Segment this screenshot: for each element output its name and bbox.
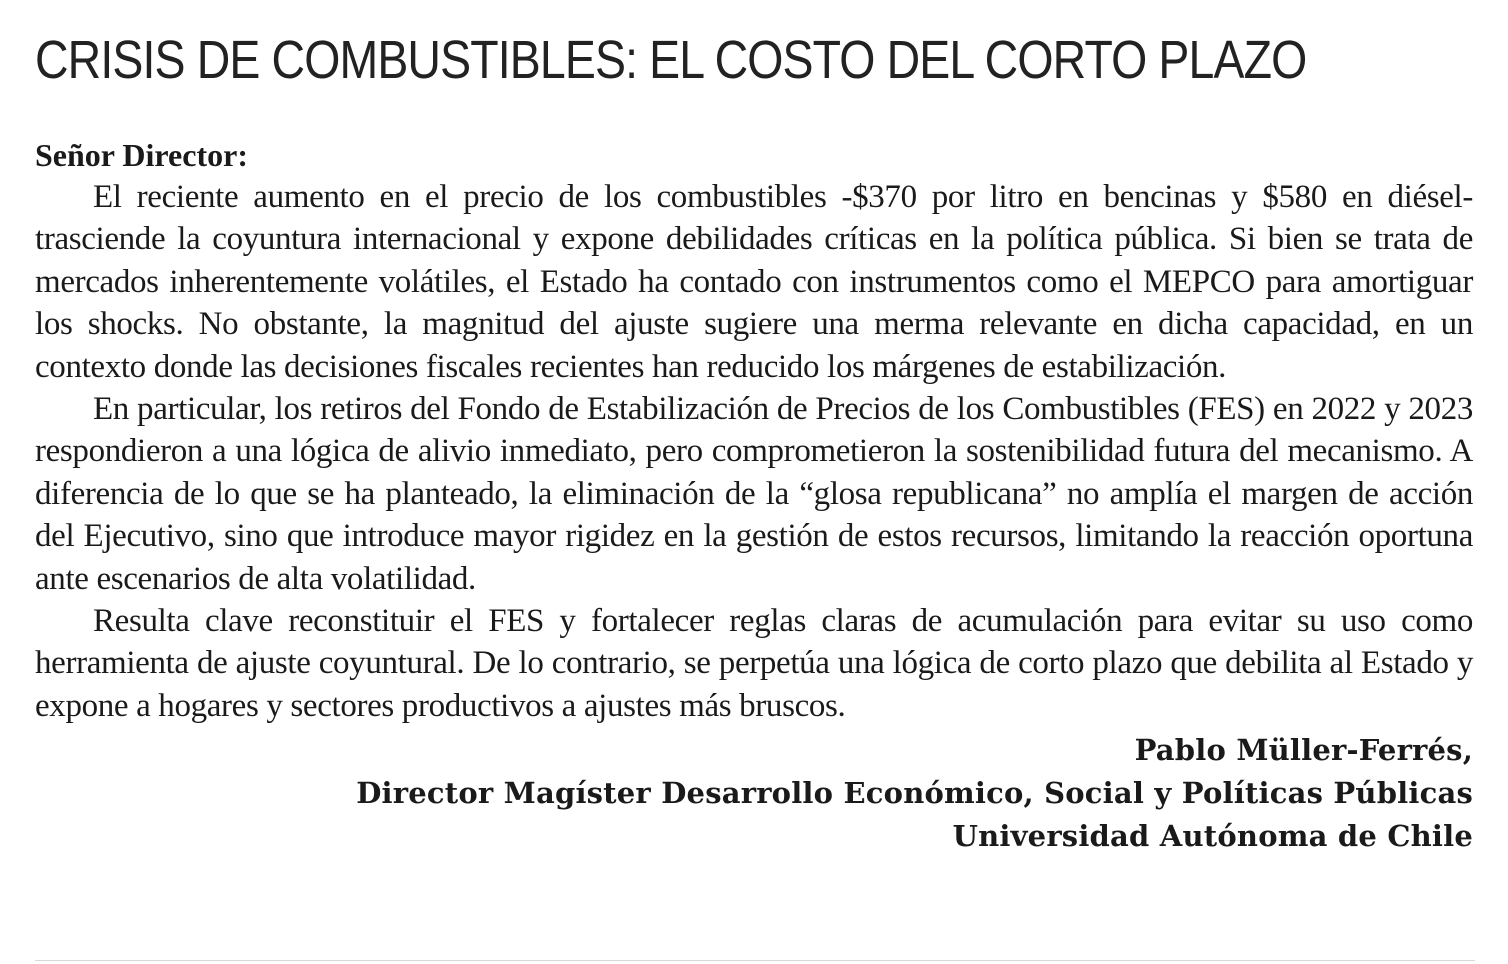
signature-block xyxy=(35,729,1473,858)
bottom-divider xyxy=(35,960,1475,961)
paragraph-1: El reciente aumento en el precio de los combustibles -$370 por litro en bencinas y $580 en diésel- trasciende la coyuntura internacional y expone debilidades críticas en la política pública. Si bien se trata de mercados inherentemente volátiles, el Estado ha contado con instrumentos como el MEPCO para amortiguar los shocks. No obstante, la magnitud del ajuste sugiere una merma relevante en dicha capacidad, en un contexto donde las decisiones fiscales recientes han reducido los márgenes de estabilización. xyxy=(35,179,1473,385)
signature-title: Director Magíster Desarrollo Económico, Social y Políticas Públicas xyxy=(356,776,1473,811)
salutation: Señor Director: xyxy=(35,137,248,173)
headline: CRISIS DE COMBUSTIBLES: EL COSTO DEL CORTO PLAZO xyxy=(35,30,1307,90)
letter-body xyxy=(35,176,1473,727)
paragraph-2: En particular, los retiros del Fondo de Estabilización de Precios de los Combustibles (FES) en 2022 y 2023 respondieron a una lógica de alivio inmediato, pero comprometieron la sostenibilidad futura del mecanismo. A diferencia de lo que se ha planteado, la eliminación de la “glosa republicana” no amplía el margen de acción del Ejecutivo, sino que introduce mayor rigidez en la gestión de estos recursos, limitando la reacción oportuna ante escenarios de alta volatilidad. xyxy=(35,391,1473,597)
paragraph-3: Resulta clave reconstituir el FES y fortalecer reglas claras de acumulación para evitar su uso como herramienta de ajuste coyuntural. De lo contrario, se perpetúa una lógica de corto plazo que debilita al Estado y expone a hogares y sectores productivos a ajustes más bruscos. xyxy=(35,603,1473,724)
signature-name: Pablo Müller-Ferrés, xyxy=(1134,733,1473,768)
signature-institution: Universidad Autónoma de Chile xyxy=(952,819,1473,854)
letter-page xyxy=(35,22,1473,858)
